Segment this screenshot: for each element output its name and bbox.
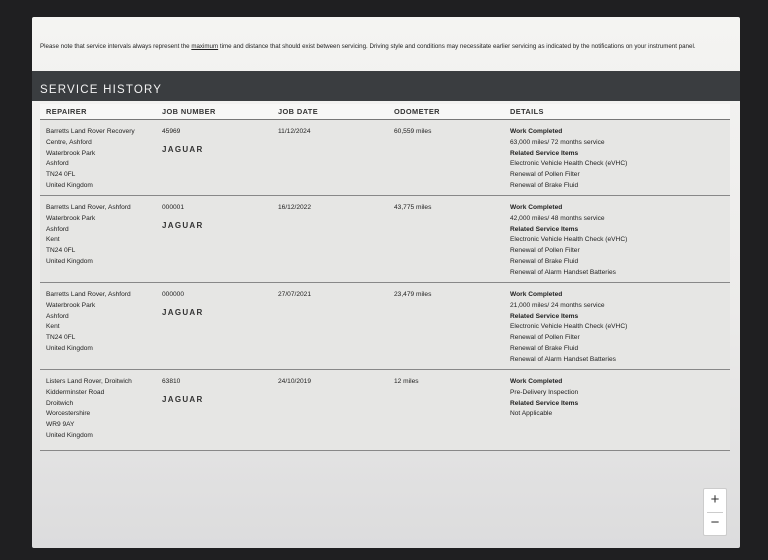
jaguar-logo: JAGUAR: [162, 221, 204, 230]
col-repairer: REPAIRER: [46, 107, 87, 116]
repairer-line: United Kingdom: [46, 344, 93, 352]
work-completed-label: Work Completed: [510, 128, 563, 135]
repairer-line: Kent: [46, 236, 60, 244]
repairer-line: Kent: [46, 323, 60, 331]
related-item: Renewal of Brake Fluid: [510, 181, 579, 189]
odometer-value: 23,479 miles: [394, 291, 432, 298]
table-row: [40, 196, 730, 283]
related-item: Electronic Vehicle Health Check (eVHC): [510, 323, 628, 331]
repairer-line: Listers Land Rover, Droitwich: [46, 378, 132, 385]
related-items-label: Related Service Items: [510, 149, 579, 157]
related-item: Renewal of Brake Fluid: [510, 344, 579, 352]
work-completed-value: 42,000 miles/ 48 months service: [510, 214, 605, 222]
related-items-label: Related Service Items: [510, 312, 579, 320]
related-items-label: Related Service Items: [510, 225, 579, 233]
job-date: 27/07/2021: [278, 291, 312, 298]
job-date: 24/10/2019: [278, 378, 312, 385]
work-completed-label: Work Completed: [510, 378, 563, 385]
details-cell: [510, 203, 627, 279]
zoom-in-button[interactable]: +: [710, 491, 720, 508]
job-number: 45969: [162, 128, 181, 135]
work-completed-value: Pre-Delivery Inspection: [510, 388, 579, 396]
repairer-line: Worcestershire: [46, 410, 91, 418]
details-cell: [510, 127, 627, 192]
odometer-value: 43,775 miles: [394, 204, 432, 211]
work-completed-value: 21,000 miles/ 24 months service: [510, 301, 605, 309]
jaguar-logo: JAGUAR: [162, 395, 204, 404]
section-title: SERVICE HISTORY: [40, 84, 163, 96]
document-page: [32, 17, 740, 548]
repairer-line: Droitwich: [46, 399, 74, 407]
table-row: [40, 120, 730, 196]
col-details: DETAILS: [510, 107, 544, 116]
jaguar-logo: JAGUAR: [162, 145, 204, 154]
repairer-line: TN24 0FL: [46, 334, 76, 342]
repairer-line: TN24 0FL: [46, 247, 76, 255]
related-item: Electronic Vehicle Health Check (eVHC): [510, 160, 628, 168]
related-item: Renewal of Pollen Filter: [510, 171, 580, 179]
related-items-label: Related Service Items: [510, 399, 579, 407]
odometer-value: 60,559 miles: [394, 128, 432, 135]
related-item: Electronic Vehicle Health Check (eVHC): [510, 236, 628, 244]
related-item: Renewal of Pollen Filter: [510, 247, 580, 255]
zoom-control: [703, 488, 727, 536]
job-date: 11/12/2024: [278, 128, 311, 135]
col-odometer: ODOMETER: [394, 107, 440, 116]
odometer-value: 12 miles: [394, 378, 419, 385]
repairer-line: Ashford: [46, 225, 69, 233]
related-item: Not Applicable: [510, 410, 553, 418]
repairer-line: WR9 9AY: [46, 421, 75, 429]
repairer-line: Waterbrook Park: [46, 149, 96, 157]
job-number: 000000: [162, 291, 185, 298]
repairer-line: Ashford: [46, 160, 69, 168]
work-completed-label: Work Completed: [510, 291, 563, 298]
repairer-line: Kidderminster Road: [46, 388, 105, 396]
notice-text-2: time and distance that should exist between servicing. Driving style and conditions may necessitate earlier servicing as indicated by the notifications on your instrument panel.: [218, 43, 696, 50]
notice-text-1: Please note that service intervals always represent the: [40, 43, 192, 50]
repairer-line: United Kingdom: [46, 431, 93, 439]
notice-underlined: maximum: [191, 43, 219, 50]
job-number: 000001: [162, 204, 185, 211]
repairer-line: United Kingdom: [46, 181, 93, 189]
job-number: 63810: [162, 378, 181, 385]
related-item: Renewal of Alarm Handset Batteries: [510, 355, 616, 363]
repairer-cell: [46, 290, 131, 355]
repairer-line: Centre, Ashford: [46, 138, 92, 146]
jaguar-logo: JAGUAR: [162, 308, 204, 317]
work-completed-value: 63,000 miles/ 72 months service: [510, 138, 605, 146]
col-job-number: JOB NUMBER: [162, 107, 216, 116]
repairer-line: TN24 0FL: [46, 171, 76, 179]
repairer-line: Barretts Land Rover, Ashford: [46, 204, 131, 211]
related-item: Renewal of Alarm Handset Batteries: [510, 268, 616, 276]
repairer-line: Barretts Land Rover Recovery: [46, 128, 135, 135]
related-item: Renewal of Brake Fluid: [510, 257, 579, 265]
repairer-line: United Kingdom: [46, 257, 93, 265]
work-completed-label: Work Completed: [510, 204, 563, 211]
repairer-line: Waterbrook Park: [46, 301, 96, 309]
repairer-cell: [46, 203, 131, 268]
job-date: 16/12/2022: [278, 204, 312, 211]
service-interval-notice: [40, 39, 730, 54]
table-header: [40, 104, 730, 120]
col-job-date: JOB DATE: [278, 107, 319, 116]
repairer-cell: [46, 377, 132, 442]
zoom-out-button[interactable]: −: [710, 514, 720, 531]
details-cell: [510, 377, 578, 420]
repairer-line: Barretts Land Rover, Ashford: [46, 291, 131, 298]
table-row: [40, 370, 730, 451]
repairer-line: Waterbrook Park: [46, 214, 96, 222]
repairer-cell: [46, 127, 135, 192]
service-history-table: [40, 104, 730, 451]
related-item: Renewal of Pollen Filter: [510, 334, 580, 342]
repairer-line: Ashford: [46, 312, 69, 320]
details-cell: [510, 290, 627, 366]
table-row: [40, 283, 730, 370]
